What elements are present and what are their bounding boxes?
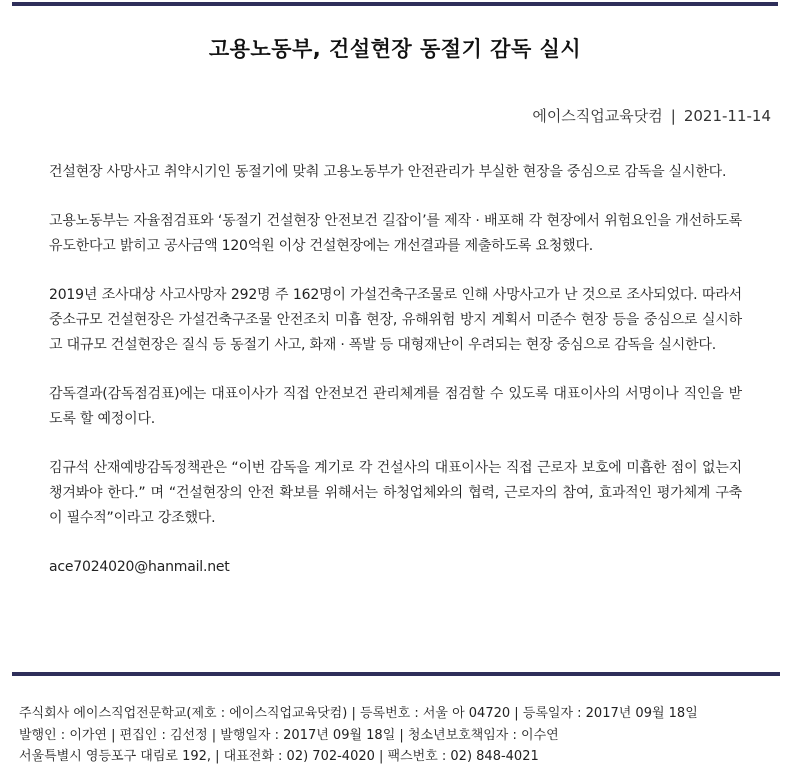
article-paragraph: 감독결과(감독점검표)에는 대표이사가 직접 안전보건 관리체계를 점검할 수 있도록 대표이사의 서명이나 직인을 받도록 할 예정이다. [49,386,742,427]
article-title: 고용노동부, 건설현장 동절기 감독 실시 [208,37,582,61]
footer-address-line: 서울특별시 영등포구 대림로 192, | 대표전화 : 02) 702-4020 | 팩스번호 : 02) 848-4021 [19,749,539,764]
article-paragraph: 고용노동부는 자율점검표와 ‘동절기 건설현장 안전보건 길잡이’를 제작 · 배포해 각 현장에서 위험요인을 개선하도록 유도한다고 밝히고 공사금액 120억원 이상 건설현장에는 개선결과를 제출하도록 요청했다. [49,213,742,254]
article-body [49,160,742,604]
byline-separator: | [670,107,676,125]
article-paragraph: 2019년 조사대상 사고사망자 292명 주 162명이 가설건축구조물로 인해 사망사고가 난 것으로 조사되었다. 따라서 중소규모 건설현장은 가설건축구조물 안전조치 미흡 현장, 유해위험 방지 계획서 미준수 현장 등을 중심으로 실시하고 대규모 건설현장은 질식 등 동절기 사고, 화재 · 폭발 등 대형재난이 우려되는 현장 중심으로 감독을 실시한다. [49,287,742,353]
footer-company-line: 주식회사 에이스직업전문학교(제호 : 에이스직업교육닷컴) | 등록번호 : 서울 아 04720 | 등록일자 : 2017년 09월 18일 [19,706,698,721]
article-paragraph: 건설현장 사망사고 취약시기인 동절기에 맞춰 고용노동부가 안전관리가 부실한 현장을 중심으로 감독을 실시한다. [49,164,727,180]
footer-publisher-line: 발행인 : 이가연 | 편집인 : 김선정 | 발행일자 : 2017년 09월 18일 | 청소년보호책임자 : 이수연 [19,727,559,743]
author-email[interactable]: ace7024020@hanmail.net [49,559,230,575]
footer-divider [12,672,780,676]
article-source: 에이스직업교육닷컴 [532,107,663,125]
site-footer [19,703,779,768]
article-byline [532,105,771,126]
article-date: 2021-11-14 [683,107,771,125]
top-divider [12,2,778,6]
article-paragraph: 김규석 산재예방감독정책관은 “이번 감독을 계기로 각 건설사의 대표이사는 직접 근로자 보호에 미흡한 점이 없는지 챙겨봐야 한다.” 며 “건설현장의 안전 확보를 위해서는 하청업체와의 협력, 근로자의 참여, 효과적인 평가체계 구축이 필수적”이라고 강조했다. [49,460,742,526]
